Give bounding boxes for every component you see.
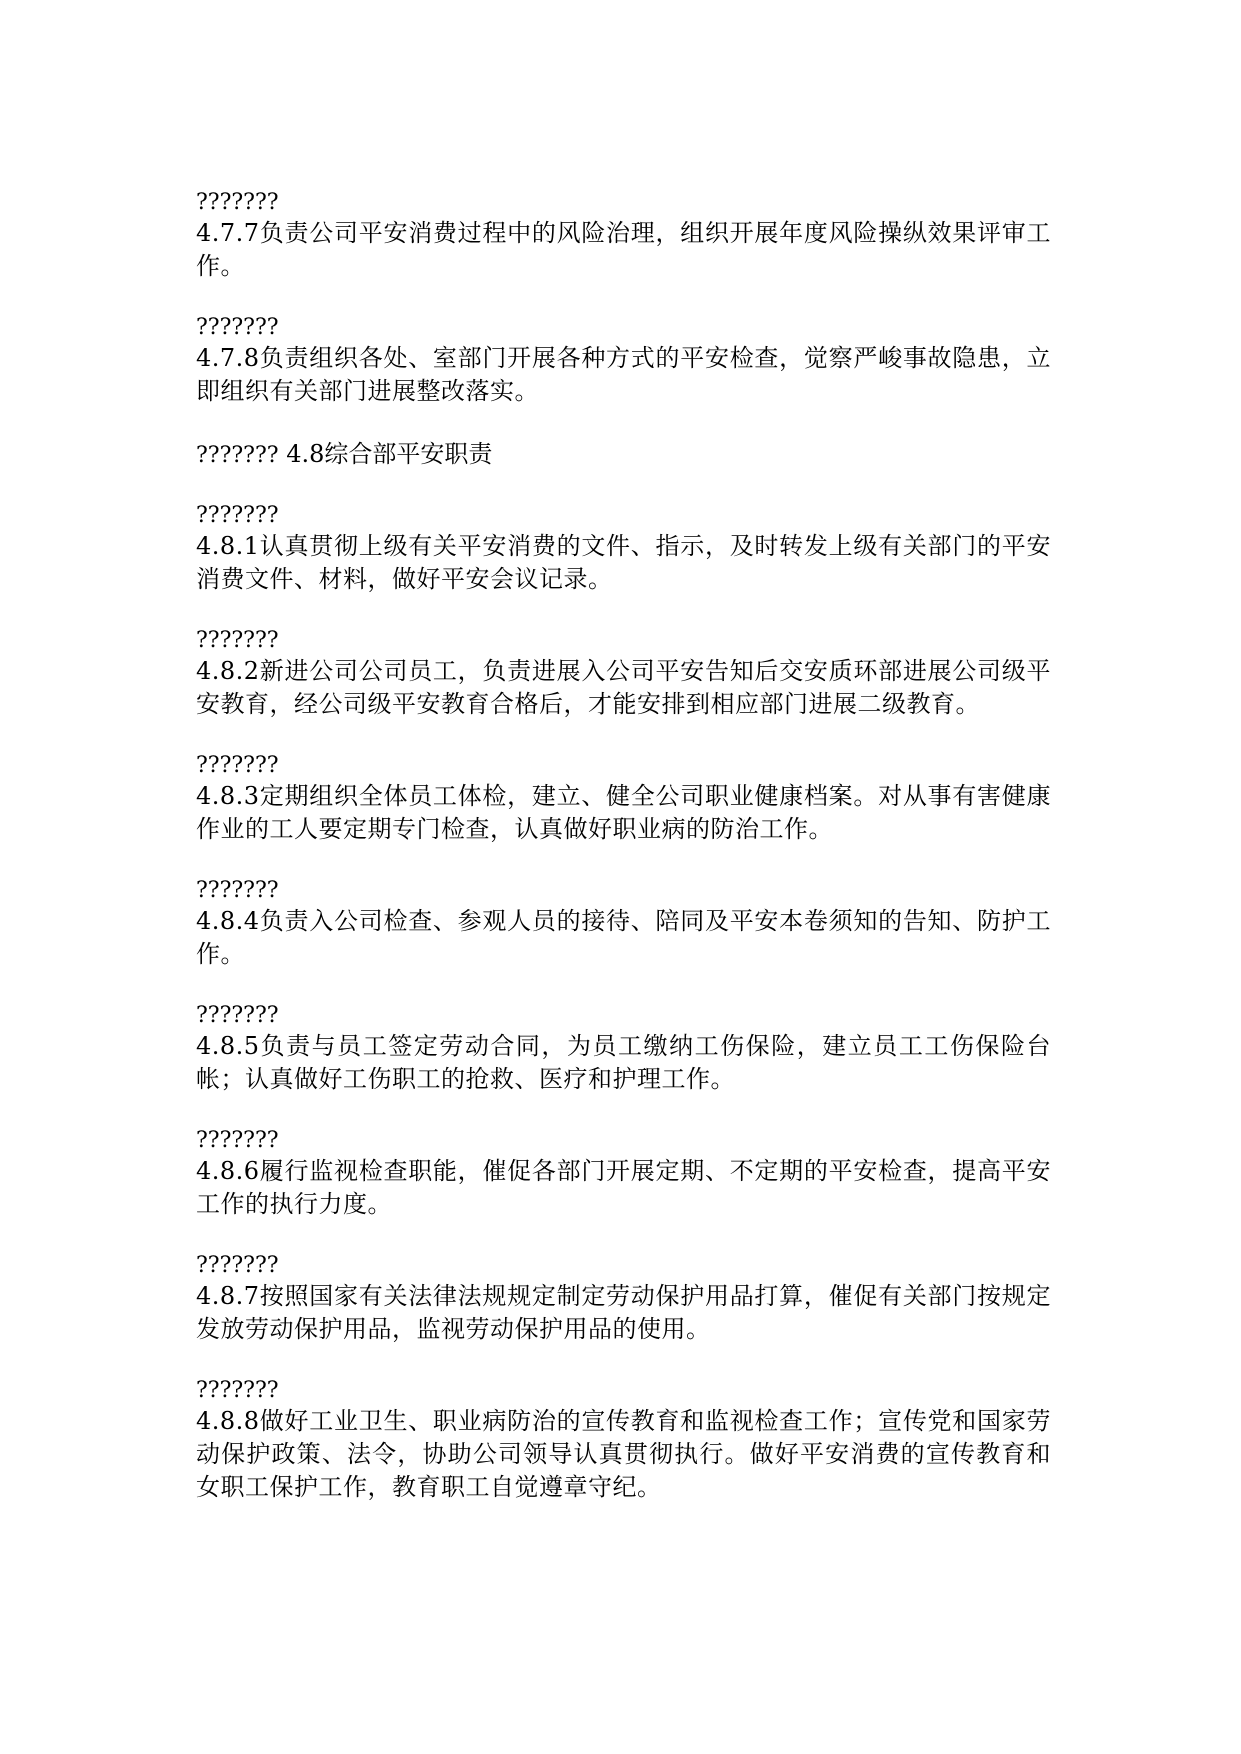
paragraph-block bbox=[196, 1376, 1051, 1504]
paragraph-text: 4.7.7负责公司平安消费过程中的风险治理，组织开展年度风险操纵效果评审工作。 bbox=[196, 219, 1051, 280]
paragraph-text: 4.8.1认真贯彻上级有关平安消费的文件、指示，及时转发上级有关部门的平安消费文件、材料，做好平安会议记录。 bbox=[196, 532, 1051, 593]
paragraph-text: 4.8.4负责入公司检查、参观人员的接待、陪同及平安本卷须知的告知、防护工作。 bbox=[196, 907, 1051, 968]
paragraph-block bbox=[196, 313, 1051, 408]
paragraph-block bbox=[196, 1251, 1051, 1346]
paragraph-marker: ??????? bbox=[196, 1128, 279, 1153]
paragraph-text: 4.8.7按照国家有关法律法规规定制定劳动保护用品打算，催促有关部门按规定发放劳动保护用品，监视劳动保护用品的使用。 bbox=[196, 1282, 1051, 1343]
paragraph-block bbox=[196, 188, 1051, 283]
paragraph-block bbox=[196, 501, 1051, 596]
document-body bbox=[196, 188, 1051, 1534]
paragraph-marker: ??????? bbox=[196, 1378, 279, 1403]
paragraph-text: 4.8.5负责与员工签定劳动合同，为员工缴纳工伤保险，建立员工工伤保险台帐；认真做好工伤职工的抢救、医疗和护理工作。 bbox=[196, 1032, 1051, 1093]
paragraph-marker: ??????? bbox=[196, 878, 279, 903]
paragraph-block bbox=[196, 751, 1051, 846]
paragraph-text: 4.8.3定期组织全体员工体检，建立、健全公司职业健康档案。对从事有害健康作业的工人要定期专门检查，认真做好职业病的防治工作。 bbox=[196, 782, 1051, 843]
paragraph-marker: ??????? bbox=[196, 503, 279, 528]
paragraph-block bbox=[196, 1001, 1051, 1096]
paragraph-block bbox=[196, 876, 1051, 971]
section-heading-text: 4.8综合部平安职责 bbox=[286, 440, 493, 468]
paragraph-marker: ??????? bbox=[196, 753, 279, 778]
paragraph-text: 4.8.8做好工业卫生、职业病防治的宣传教育和监视检查工作；宣传党和国家劳动保护政策、法令，协助公司领导认真贯彻执行。做好平安消费的宣传教育和女职工保护工作，教育职工自觉遵章守纪。 bbox=[196, 1407, 1051, 1501]
paragraph-text: 4.8.6履行监视检查职能，催促各部门开展定期、不定期的平安检查，提高平安工作的执行力度。 bbox=[196, 1157, 1051, 1218]
paragraph-marker: ??????? bbox=[196, 190, 279, 215]
paragraph-block bbox=[196, 626, 1051, 721]
paragraph-block bbox=[196, 1126, 1051, 1221]
paragraph-marker: ??????? bbox=[196, 1253, 279, 1278]
paragraph-marker: ??????? bbox=[196, 315, 279, 340]
paragraph-marker: ??????? bbox=[196, 628, 279, 653]
paragraph-text: 4.7.8负责组织各处、室部门开展各种方式的平安检查，觉察严峻事故隐患，立即组织有关部门进展整改落实。 bbox=[196, 344, 1051, 405]
paragraph-text: 4.8.2新进公司公司员工，负责进展入公司平安告知后交安质环部进展公司级平安教育，经公司级平安教育合格后，才能安排到相应部门进展二级教育。 bbox=[196, 657, 1051, 718]
paragraph-marker: ??????? bbox=[196, 1003, 279, 1028]
section-heading-marker: ??????? bbox=[196, 443, 279, 468]
section-heading bbox=[196, 438, 1051, 471]
